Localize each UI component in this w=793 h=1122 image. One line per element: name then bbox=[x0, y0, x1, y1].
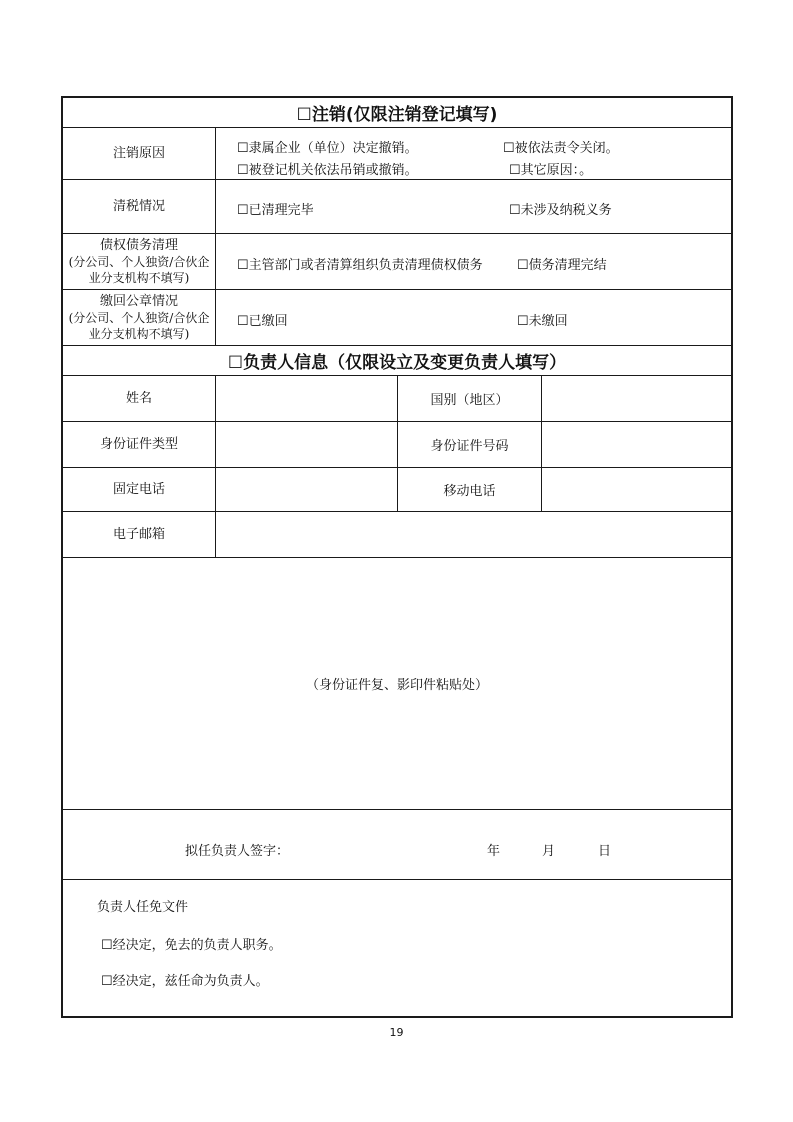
id-paste-hint: （身份证件复、影印件粘贴处） bbox=[305, 678, 488, 693]
seal-return-row bbox=[63, 290, 731, 346]
name-label: 姓名 bbox=[63, 376, 216, 421]
debt-clearance-row bbox=[63, 234, 731, 290]
appointment-option-appoint[interactable]: ☐经决定，兹任命为负责人。 bbox=[101, 974, 269, 989]
id-number-input[interactable] bbox=[541, 422, 731, 467]
appointment-option-dismiss[interactable]: ☐经决定，免去的负责人职务。 bbox=[101, 938, 282, 953]
date-year-label: 年 bbox=[487, 844, 501, 859]
id-number-label: 身份证件号码 bbox=[397, 422, 541, 467]
seal-return-label: 缴回公章情况 (分公司、个人独资/合伙企 业分支机构不填写) bbox=[63, 290, 216, 345]
page-number: 19 bbox=[389, 1026, 404, 1039]
id-type-label: 身份证件类型 bbox=[63, 422, 216, 467]
name-input[interactable] bbox=[215, 376, 397, 421]
id-type-input[interactable] bbox=[215, 422, 397, 467]
seal-option-not-returned[interactable]: ☐未缴回 bbox=[517, 314, 568, 329]
cancel-reason-row bbox=[63, 128, 731, 180]
phone-row bbox=[63, 468, 731, 512]
id-paste-area bbox=[63, 558, 731, 810]
debt-option-managed-by-dept[interactable]: ☐主管部门或者清算组织负责清理债权债务 bbox=[237, 258, 483, 273]
date-month-label: 月 bbox=[542, 844, 556, 859]
signature-row bbox=[63, 810, 731, 880]
reason-option-revoked-by-parent[interactable]: ☐隶属企业（单位）决定撤销。 bbox=[237, 141, 418, 156]
tax-option-not-involved[interactable]: ☐未涉及纳税义务 bbox=[509, 203, 612, 218]
id-row bbox=[63, 422, 731, 468]
cancel-section-title[interactable]: ☐注销(仅限注销登记填写) bbox=[63, 98, 731, 128]
mobile-label: 移动电话 bbox=[397, 468, 541, 511]
cancel-reason-label: 注销原因 bbox=[63, 128, 216, 179]
email-input[interactable] bbox=[215, 512, 731, 557]
tax-clearance-label: 清税情况 bbox=[63, 180, 216, 233]
signature-label: 拟任负责人签字： bbox=[185, 844, 290, 859]
debt-clearance-label: 债权债务清理 (分公司、个人独资/合伙企 业分支机构不填写) bbox=[63, 234, 216, 289]
mobile-input[interactable] bbox=[541, 468, 731, 511]
seal-option-returned[interactable]: ☐已缴回 bbox=[237, 314, 288, 329]
reason-option-license-revoked[interactable]: ☐被登记机关依法吊销或撤销。 bbox=[237, 163, 418, 178]
person-section-title[interactable]: ☐负责人信息（仅限设立及变更负责人填写） bbox=[63, 346, 731, 376]
appointment-section bbox=[63, 880, 731, 1016]
country-input[interactable] bbox=[541, 376, 731, 421]
reason-option-ordered-closed[interactable]: ☐被依法责令关闭。 bbox=[503, 141, 619, 156]
name-country-row bbox=[63, 376, 731, 422]
date-day-label: 日 bbox=[598, 844, 612, 859]
tax-clearance-row bbox=[63, 180, 731, 234]
debt-option-completed[interactable]: ☐债务清理完结 bbox=[517, 258, 607, 273]
form-frame bbox=[61, 96, 733, 1018]
reason-option-other[interactable]: ☐其它原因：。 bbox=[509, 163, 593, 178]
country-label: 国别（地区） bbox=[397, 376, 541, 421]
phone-input[interactable] bbox=[215, 468, 397, 511]
email-label: 电子邮箱 bbox=[63, 512, 216, 557]
email-row bbox=[63, 512, 731, 558]
tax-option-cleared[interactable]: ☐已清理完毕 bbox=[237, 203, 314, 218]
phone-label: 固定电话 bbox=[63, 468, 216, 511]
appointment-title: 负责人任免文件 bbox=[97, 900, 189, 915]
